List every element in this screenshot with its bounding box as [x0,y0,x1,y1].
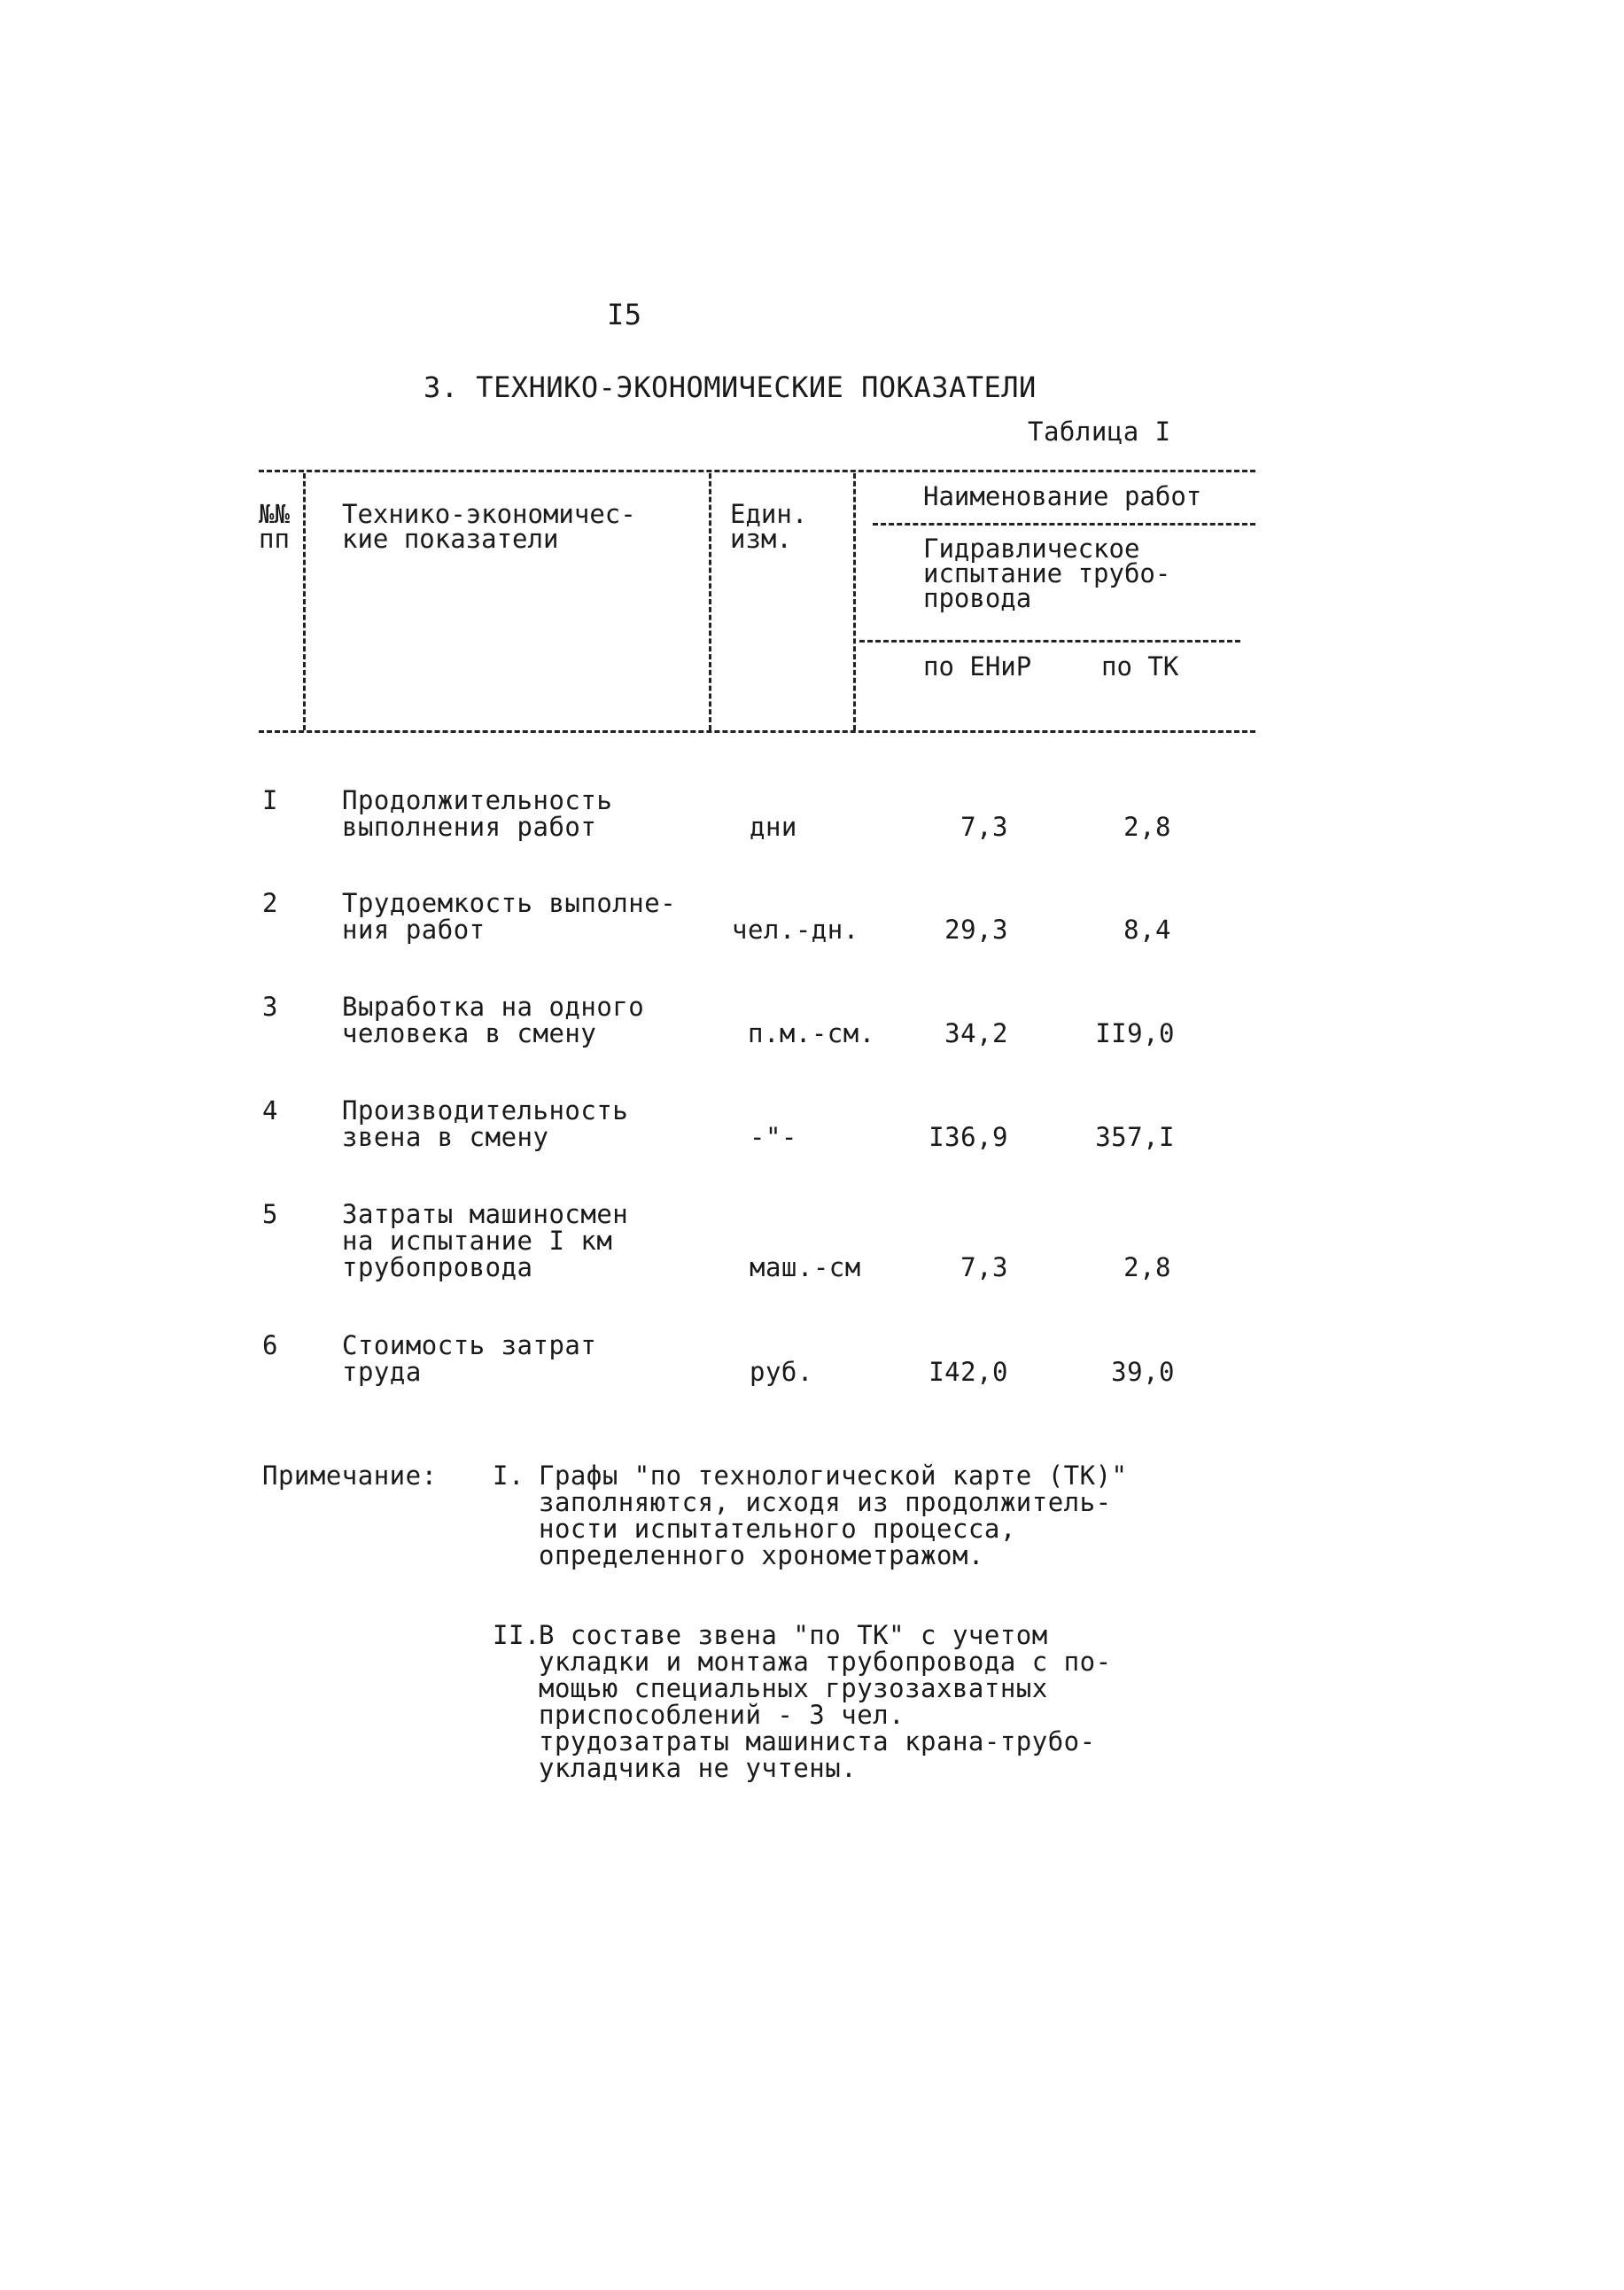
header-unit-line: Един. [730,499,808,529]
header-col-enir: по ЕНиР [923,651,1032,682]
table-subheader-rule [873,523,1255,526]
header-num-line: пп [259,524,290,554]
row-indicator [342,1097,628,1150]
row-indicator [342,1201,628,1281]
table-col-divider-1 [303,473,306,730]
note-text [539,1462,1128,1569]
header-work-type-line: испытание трубо- [923,558,1171,588]
note-text [539,1622,1112,1781]
table-col-divider-2 [709,473,711,730]
row-unit: п.м.-см. [748,1018,875,1048]
row-indicator-line: на испытание I км [342,1226,613,1256]
row-num: 4 [262,1095,278,1126]
table-label: Таблица I [1028,417,1171,447]
row-value-tk: 8,4 [1123,915,1171,945]
row-value-enir: I36,9 [929,1122,1008,1152]
row-value-tk: 2,8 [1123,812,1171,842]
row-value-enir: 7,3 [960,812,1008,842]
header-unit [730,499,808,554]
note-text-line: заполняются, исходя из продолжитель- [539,1487,1112,1517]
row-indicator-line: Выработка на одного [342,992,645,1022]
row-indicator-line: Затраты машиносмен [342,1199,629,1229]
row-value-enir: 7,3 [960,1252,1008,1282]
row-value-enir: 34,2 [944,1018,1008,1048]
row-unit: чел.-дн. [732,915,859,945]
row-unit: маш.-см [750,1252,861,1282]
row-indicator-line: человека в смену [342,1018,597,1048]
row-value-tk: II9,0 [1095,1018,1175,1048]
note-text-line: трудозатраты машиниста крана-трубо- [539,1726,1096,1756]
note-marker: II. [493,1620,540,1650]
row-indicator-line: трубопровода [342,1252,533,1282]
row-indicator-line: звена в смену [342,1122,549,1152]
row-num: 3 [262,992,278,1022]
note-text-line: укладчика не учтены. [539,1753,858,1783]
row-indicator [342,890,676,943]
note-text-line: Графы "по технологической карте (ТК)" [539,1460,1128,1491]
table-midheader-rule [859,640,1240,643]
header-work-name: Наименование работ [923,481,1202,511]
header-work-type [923,536,1170,611]
section-title: 3. ТЕХНИКО-ЭКОНОМИЧЕСКИЕ ПОКАЗАТЕЛИ [423,370,1037,404]
header-work-type-line: Гидравлическое [923,534,1140,564]
note-text-line: В составе звена "по ТК" с учетом [539,1620,1048,1650]
row-indicator-line: выполнения работ [342,812,597,842]
table-top-rule [259,470,1255,472]
row-value-tk: 39,0 [1111,1357,1175,1387]
row-indicator-line: Стоимость затрат [342,1330,597,1360]
row-unit: -"- [750,1122,797,1152]
row-num: I [262,785,278,815]
row-indicator [342,1332,596,1385]
row-indicator-line: ния работ [342,915,486,945]
note-text-line: укладки и монтажа трубопровода с по- [539,1647,1112,1677]
row-indicator-line: труда [342,1357,422,1387]
row-indicator [342,993,644,1047]
note-label: Примечание: [262,1460,438,1491]
header-work-type-line: провода [923,583,1032,613]
table-header-bottom-rule [259,730,1255,733]
table-col-divider-3 [853,473,856,730]
row-value-enir: 29,3 [944,915,1008,945]
header-indicator [342,499,636,554]
row-indicator-line: Трудоемкость выполне- [342,888,677,918]
row-indicator [342,787,612,840]
row-value-enir: I42,0 [929,1357,1008,1387]
header-indicator-line: кие показатели [342,524,559,554]
header-indicator-line: Технико-экономичес- [342,499,636,529]
row-unit: дни [750,812,797,842]
note-marker: I. [493,1460,524,1491]
header-col-tk: по ТК [1101,651,1179,682]
note-text-line: мощью специальных грузозахватных [539,1673,1048,1703]
header-unit-line: изм. [730,524,792,554]
note-text-line: определенного хронометражом. [539,1540,984,1570]
row-num: 2 [262,888,278,918]
row-indicator-line: Производительность [342,1095,629,1126]
note-text-line: ности испытательного процесса, [539,1514,1016,1544]
row-unit: руб. [750,1357,813,1387]
page-number: I5 [607,298,642,331]
note-text-line: приспособлений - 3 чел. [539,1700,905,1730]
row-indicator-line: Продолжительность [342,785,613,815]
row-value-tk: 2,8 [1123,1252,1171,1282]
header-num [259,499,290,554]
row-num: 5 [262,1199,278,1229]
row-value-tk: 357,I [1095,1122,1175,1152]
row-num: 6 [262,1330,278,1360]
header-num-line: №№ [259,499,290,529]
